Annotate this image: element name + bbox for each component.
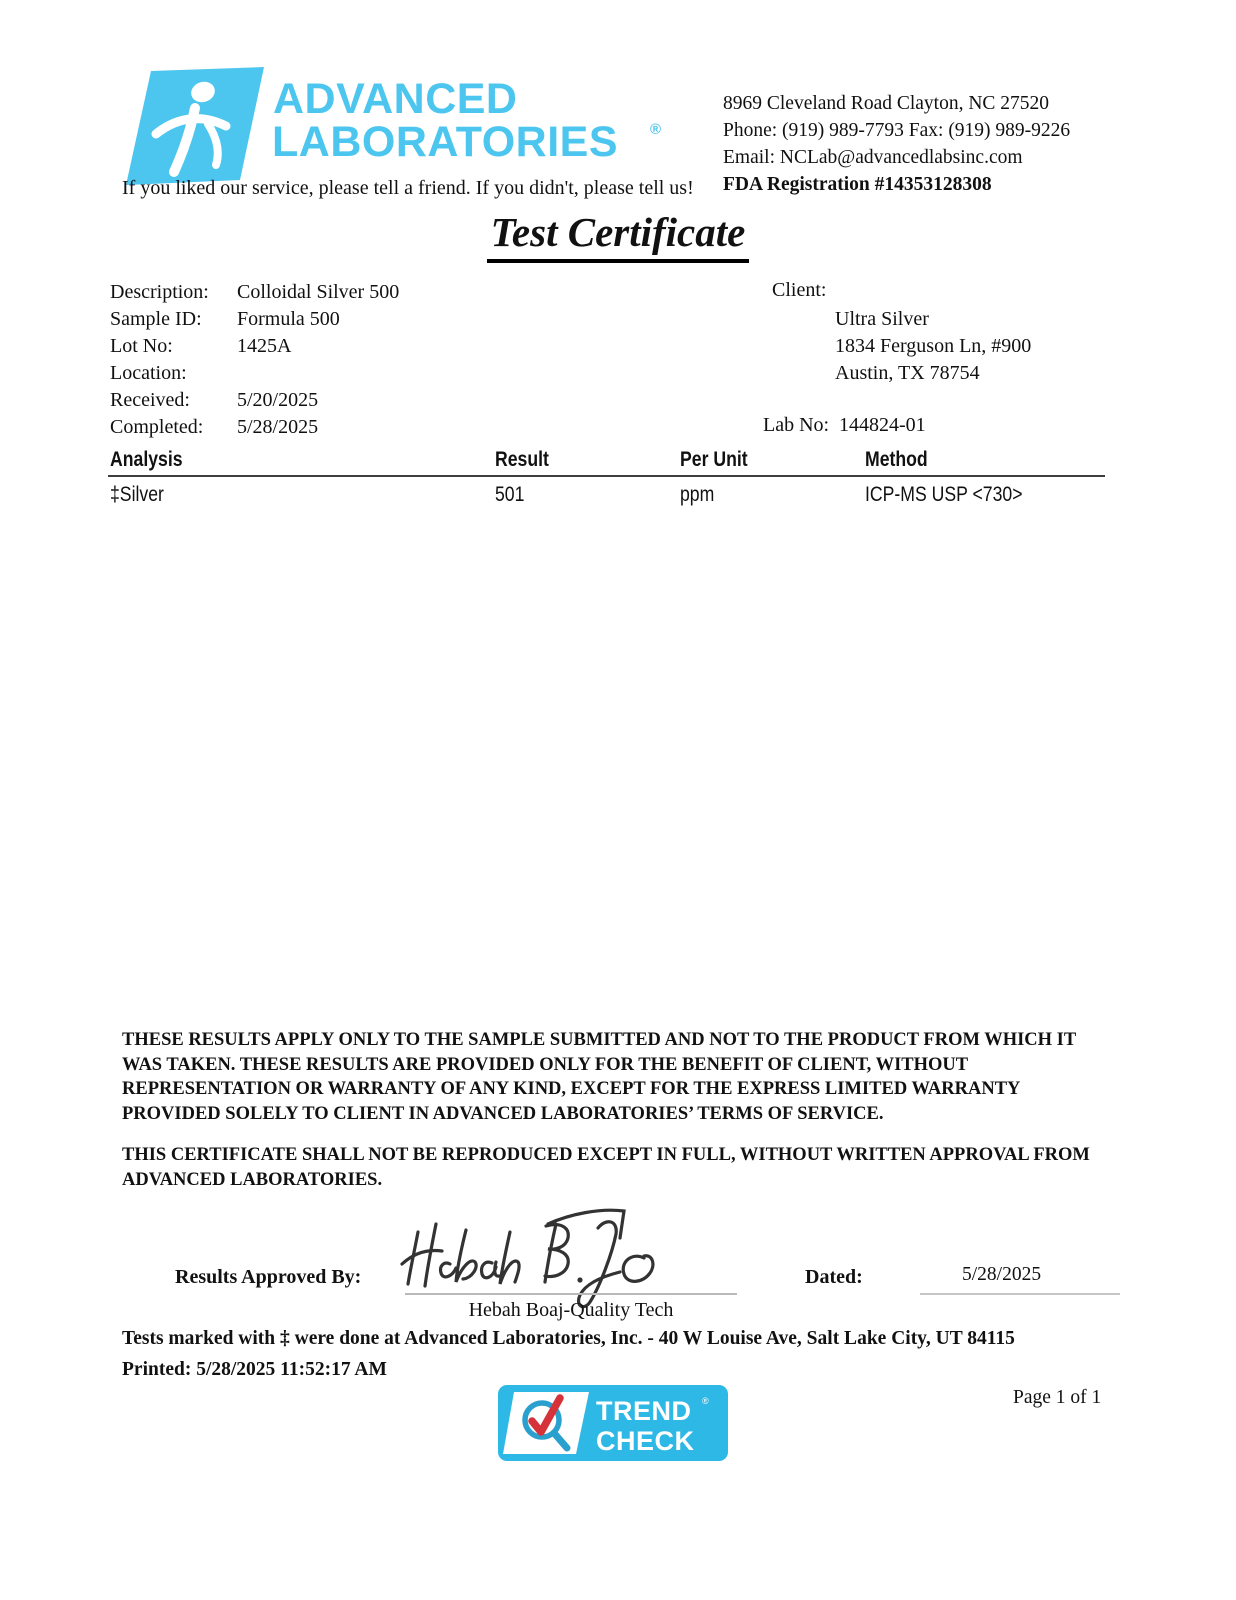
cell-per-unit: ppm [680, 483, 715, 506]
printed-timestamp: Printed: 5/28/2025 11:52:17 AM [122, 1359, 387, 1380]
dated-line [920, 1293, 1120, 1295]
field-lot-no [110, 333, 530, 360]
logo-wordmark-line1: ADVANCED [273, 75, 518, 123]
lab-no-label: Lab No: [763, 414, 830, 436]
field-label: Location: [110, 362, 187, 384]
column-header-analysis: Analysis [110, 448, 183, 471]
table-header-divider [108, 475, 1105, 477]
client-address-line1: 1834 Ferguson Ln, #900 [835, 335, 1032, 357]
field-label: Sample ID: [110, 308, 202, 330]
disclaimer-paragraph-1: THESE RESULTS APPLY ONLY TO THE SAMPLE SUBMITTED AND NOT TO THE PRODUCT FROM WHICH IT WAS TAKEN. THESE RESULTS ARE PROVIDED ONLY FOR THE BENEFIT OF CLIENT, WITHOUT REPRESENTATION OR WARRANTY OF ANY KIND, EXCEPT FOR THE EXPRESS LIMITED WARRANTY PROVIDED SOLELY TO CLIENT IN ADVANCED LABORATORIES’ TERMS OF SERVICE. [122, 1030, 1076, 1124]
sample-info-block [110, 279, 530, 441]
trend-check-badge-icon [497, 1384, 729, 1462]
field-value: 5/28/2025 [237, 416, 319, 438]
cell-analysis: ‡Silver [110, 483, 164, 506]
lab-email: Email: NCLab@advancedlabsinc.com [723, 147, 1023, 168]
trend-check-text-line2: CHECK [596, 1426, 695, 1456]
signature-handwriting [398, 1192, 710, 1314]
tests-marked-note: Tests marked with ‡ were done at Advanced Laboratories, Inc. - 40 W Louise Ave, Salt Lake City, UT 84115 [122, 1328, 1015, 1349]
client-name: Ultra Silver [835, 308, 929, 330]
column-header-method: Method [865, 448, 928, 471]
lab-address: 8969 Cleveland Road Clayton, NC 27520 [723, 93, 1050, 114]
field-location [110, 360, 530, 387]
field-sample-id [110, 306, 530, 333]
field-label: Received: [110, 389, 190, 411]
service-tagline: If you liked our service, please tell a friend. If you didn't, please tell us! [122, 177, 694, 199]
client-label: Client: [772, 279, 827, 301]
document-title-wrap [0, 208, 1236, 263]
signature-line [405, 1293, 737, 1295]
field-label: Completed: [110, 416, 204, 438]
registered-trademark-icon: ® [650, 121, 662, 138]
advanced-labs-logo-icon [124, 66, 266, 186]
results-table-header [0, 448, 1236, 474]
dated-value: 5/28/2025 [962, 1264, 1042, 1285]
field-received [110, 387, 530, 414]
lab-phone-fax: Phone: (919) 989-7793 Fax: (919) 989-9226 [723, 120, 1071, 141]
lab-no-value: 144824-01 [839, 414, 926, 436]
column-header-result: Result [495, 448, 549, 471]
trend-check-text-line1: TREND [596, 1396, 692, 1426]
results-approved-by-label: Results Approved By: [175, 1266, 362, 1288]
field-label: Lot No: [110, 335, 173, 357]
cell-result: 501 [495, 483, 525, 506]
disclaimer-paragraph-2: THIS CERTIFICATE SHALL NOT BE REPRODUCED EXCEPT IN FULL, WITHOUT WRITTEN APPROVAL FROM ADVANCED LABORATORIES. [122, 1145, 1090, 1190]
client-address-block [835, 306, 1031, 387]
page-number: Page 1 of 1 [1013, 1387, 1102, 1408]
table-row [0, 483, 1236, 509]
field-description [110, 279, 530, 306]
field-label: Description: [110, 281, 209, 303]
field-value: 1425A [237, 335, 292, 357]
client-address-line2: Austin, TX 78754 [835, 362, 980, 384]
field-completed [110, 414, 530, 441]
fda-registration: FDA Registration #14353128308 [723, 174, 992, 195]
column-header-per-unit: Per Unit [680, 448, 748, 471]
field-value: Colloidal Silver 500 [237, 281, 400, 303]
dated-label: Dated: [805, 1266, 863, 1288]
field-value: 5/20/2025 [237, 389, 319, 411]
field-value: Formula 500 [237, 308, 340, 330]
logo-wordmark-line2: LABORATORIES [272, 118, 619, 166]
signer-name-title: Hebah Boaj-Quality Tech [468, 1299, 674, 1321]
cell-method: ICP-MS USP <730> [865, 483, 1023, 506]
page-title: Test Certificate [487, 208, 750, 263]
trend-check-registered-icon: ® [702, 1396, 709, 1406]
lab-contact-block [723, 90, 1070, 198]
